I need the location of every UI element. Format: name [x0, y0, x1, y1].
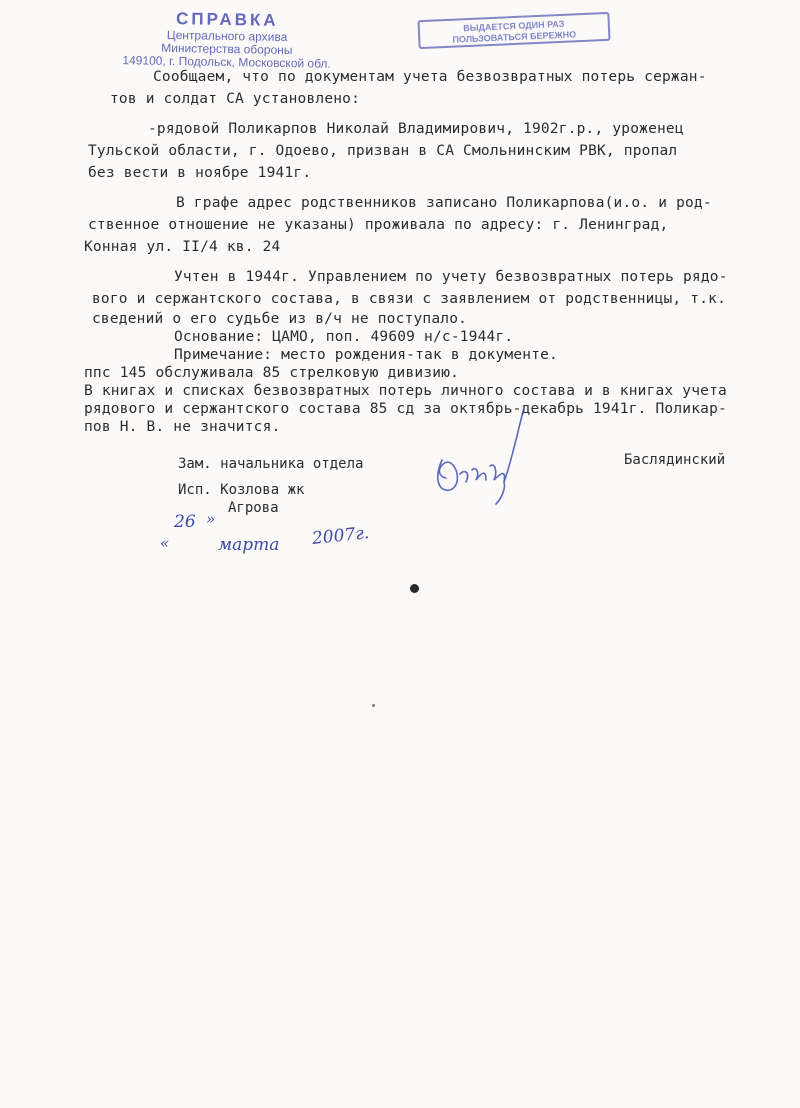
- body-line: без вести в ноябре 1941г.: [88, 165, 312, 181]
- handwritten-year: 2007г.: [311, 523, 371, 549]
- note-line: Примечание: место рождения-так в документе.: [174, 347, 558, 363]
- body-line: -рядовой Поликарпов Николай Владимирович, 1902г.р., уроженец: [148, 121, 684, 137]
- body-line: вого и сержантского состава, в связи с заявлением от родственницы, т.к.: [92, 291, 727, 307]
- stamp-archive-name: Центрального архива: [166, 27, 288, 45]
- issue-stamp-line-1: ВЫДАЕТСЯ ОДИН РАЗ: [462, 18, 565, 34]
- handwritten-signature: [420, 400, 540, 510]
- body-line: Конная ул. II/4 кв. 24: [84, 239, 281, 255]
- signatory-position: Зам. начальника отдела: [178, 456, 364, 472]
- ink-spot: [410, 584, 419, 593]
- body-line: рядового и сержантского состава 85 сд за октябрь-декабрь 1941г. Поликар-: [84, 401, 727, 417]
- stamp-address: 149100, г. Подольск, Московской обл.: [122, 53, 331, 71]
- body-line: пов Н. В. не значится.: [84, 419, 281, 435]
- basis-line: Основание: ЦАМО, поп. 49609 н/с-1944г.: [174, 329, 514, 345]
- ink-speck: [372, 704, 375, 707]
- handwritten-day: 26: [174, 512, 196, 532]
- executor-line-2: Агрова: [228, 500, 279, 516]
- stamp-ministry: Министерства обороны: [161, 40, 293, 58]
- body-line: Сообщаем, что по документам учета безвозвратных потерь сержан-: [153, 69, 707, 85]
- issue-once-stamp: [417, 12, 610, 49]
- body-line: ственное отношение не указаны) проживала по адресу: г. Ленинград,: [88, 217, 669, 233]
- archive-certificate: СПРАВКА Центрального архива Министерства обороны 149100, г. Подольск, Московской обл. ВЫДАЕТСЯ ОДИН РАЗ ПОЛЬЗОВАТЬСЯ БЕРЕЖНО Сообщаем, что по документам учета безвозвратных потерь сержан- тов и солдат СА установлено: -рядовой Поликарпов Николай Владимирович, 1902г.р., уроженец Тульской области, г. Одоево, призван в СА Смольнинским РВК, пропал без вести в ноябре 1941г. В графе адрес родственников записано Поликарпова(и.о. и род- ственное отношение не указаны) проживала по адресу: г. Ленинград, Конная ул. II/4 кв. 24 Учтен в 1944г. Управлением по учету безвозвратных потерь рядо- вого и сержантского состава, в связи с заявлением от родственницы, т.к. сведений о его судьбе из в/ч не поступало. Основание: ЦАМО, поп. 49609 н/с-1944г. Примечание: место рождения-так в документе. ппс 145 обслуживала 85 стрелковую дивизию. В книгах и списках безвозвратных потерь личного состава и в книгах учета рядового и сержантского состава 85 сд за октябрь-декабрь 1941г. Поликар- пов Н. В. не значится. Зам. начальника отдела Баслядинский Исп. Козлова жк Агрова 26 » « марта 2007г.: [0, 0, 800, 1108]
- body-line: Тульской области, г. Одоево, призван в СА Смольнинским РВК, пропал: [88, 143, 678, 159]
- body-line: Учтен в 1944г. Управлением по учету безвозвратных потерь рядо-: [174, 269, 728, 285]
- body-line: тов и солдат СА установлено:: [110, 91, 361, 107]
- body-line: сведений о его судьбе из в/ч не поступало.: [92, 311, 468, 327]
- signatory-name: Баслядинский: [624, 452, 726, 468]
- body-line: ппс 145 обслуживала 85 стрелковую дивизию.: [84, 365, 460, 381]
- archive-stamp: [92, 8, 363, 72]
- body-line: В книгах и списках безвозвратных потерь личного состава и в книгах учета: [84, 383, 727, 399]
- stamp-title: СПРАВКА: [175, 9, 279, 30]
- certificate-body: [84, 66, 800, 436]
- body-line: В графе адрес родственников записано Поликарпова(и.о. и род-: [176, 195, 712, 211]
- issue-stamp-line-2: ПОЛЬЗОВАТЬСЯ БЕРЕЖНО: [452, 29, 577, 45]
- executor-line: Исп. Козлова жк: [178, 482, 305, 498]
- handwritten-month: марта: [218, 535, 280, 555]
